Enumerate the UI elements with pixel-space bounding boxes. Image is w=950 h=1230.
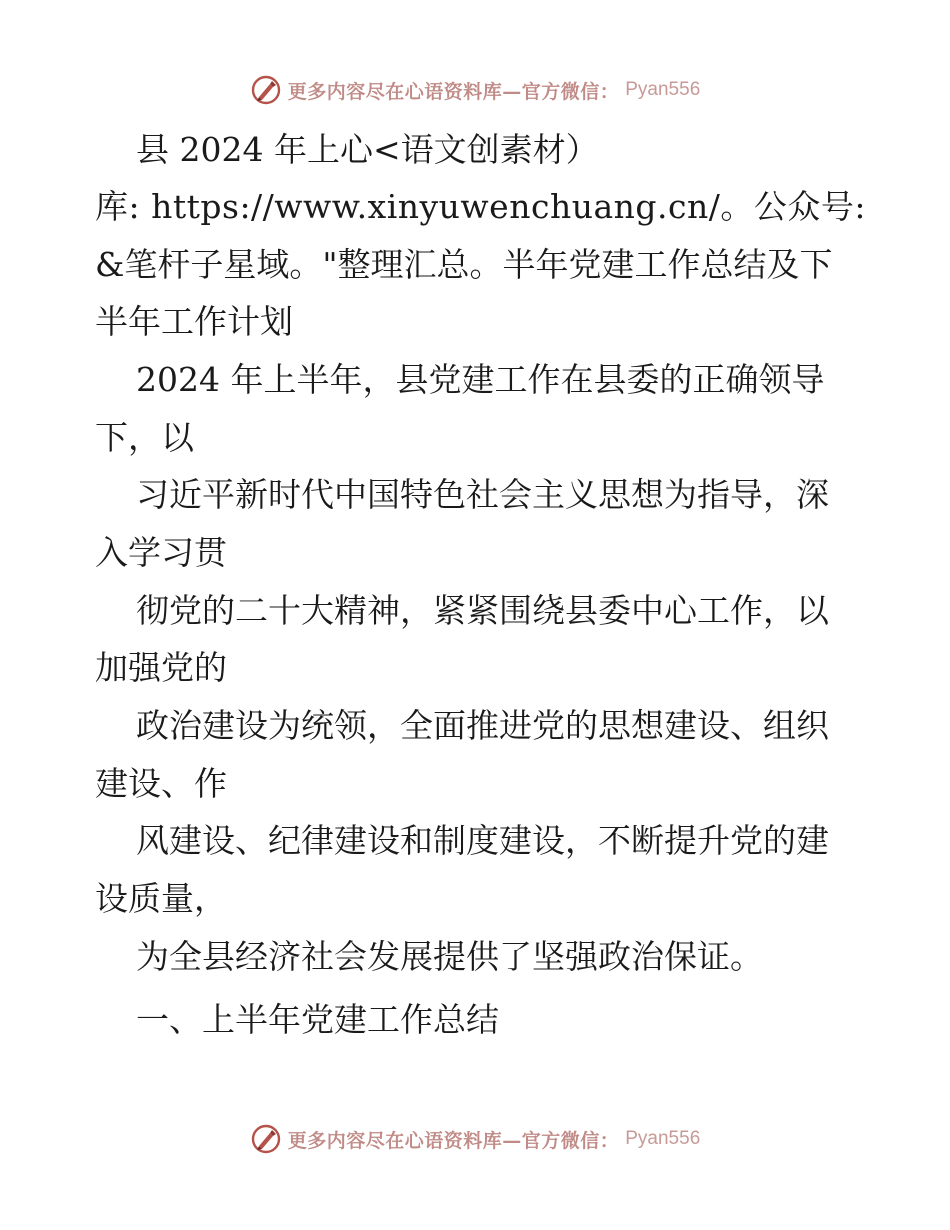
watermark-text: 更多内容尽在心语资料库—官方微信：	[287, 80, 620, 103]
watermark-text: 更多内容尽在心语资料库—官方微信：	[287, 1129, 620, 1152]
text-line: 入学习贯	[95, 533, 227, 572]
text-line: 建设、作	[95, 764, 227, 803]
pen-logo-icon	[250, 1123, 282, 1155]
watermark-id: Pyan556	[625, 1128, 701, 1149]
text-line: 县 2024 年上心<语文创素材）	[136, 130, 599, 169]
text-line: 风建设、纪律建设和制度建设，不断提升党的建	[136, 821, 829, 860]
text-line: 彻党的二十大精神，紧紧围绕县委中心工作，以	[136, 591, 829, 630]
text-line: 设质量，	[95, 879, 227, 918]
text-line: &笔杆子星域。"整理汇总。半年党建工作总结及下	[95, 245, 833, 284]
text-line: 库: https://www.xinyuwenchuang.cn/。公众号:	[95, 187, 866, 226]
text-line: 2024 年上半年，县党建工作在县委的正确领导	[136, 360, 825, 399]
watermark-footer	[0, 1119, 950, 1159]
text-line: 政治建设为统领，全面推进党的思想建设、组织	[136, 706, 829, 745]
text-line: 习近平新时代中国特色社会主义思想为指导，深	[136, 475, 829, 514]
text-line: 半年工作计划	[95, 302, 293, 341]
text-line: 下，以	[95, 418, 194, 457]
text-line: 加强党的	[95, 648, 227, 687]
watermark-id: Pyan556	[625, 79, 701, 100]
text-line: 为全县经济社会发展提供了坚强政治保证。	[136, 937, 763, 976]
section-heading: 一、上半年党建工作总结	[136, 1000, 499, 1039]
